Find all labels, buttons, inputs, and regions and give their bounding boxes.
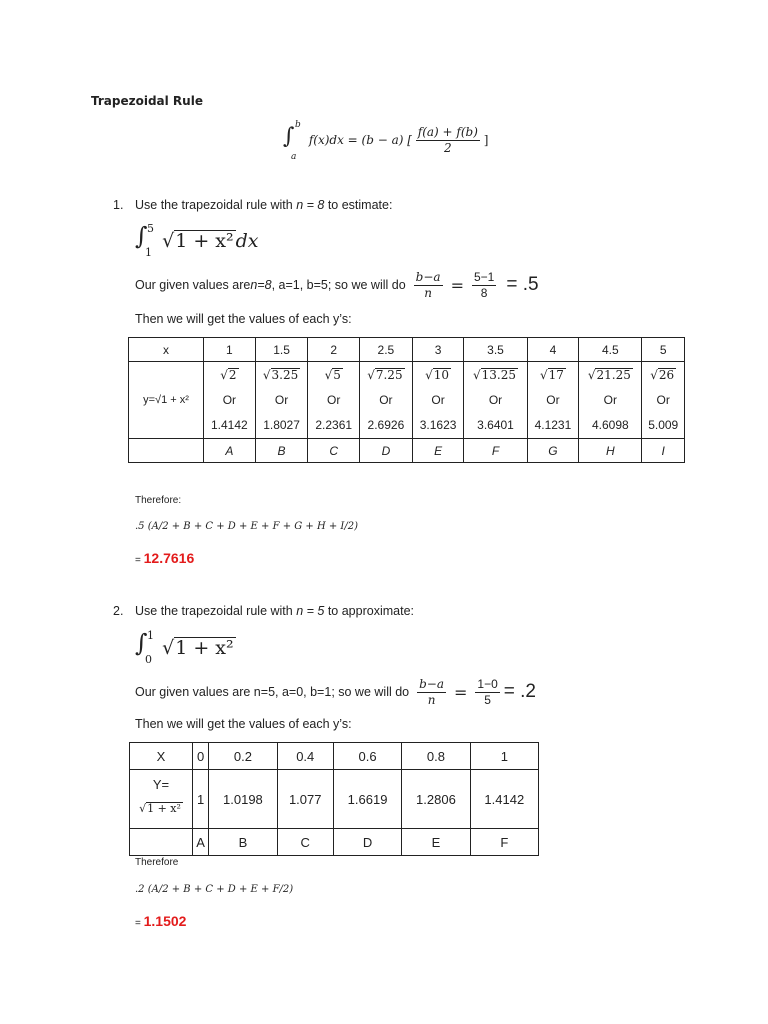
q1-answer-value: 12.7616: [143, 550, 195, 566]
q1-integral-sign: ∫: [135, 222, 148, 250]
or-label: Or: [546, 393, 560, 407]
table-cell: 0.4: [277, 743, 333, 770]
q1-therefore: Therefore:: [135, 495, 182, 506]
table-cell: I: [642, 439, 685, 463]
root-value: 17: [548, 368, 564, 382]
q2-answer: [135, 913, 186, 931]
q2-integral: ∫ 1 0 √1 + x²: [135, 629, 234, 666]
decimal-value: 3.1623: [419, 418, 457, 432]
q2-then: Then we will get the values of each y’s:: [135, 717, 352, 731]
q2-given-text: Our given values are n=5, a=0, b=1; so we will do: [135, 685, 410, 699]
q1-frac-values-num: 5−1: [473, 269, 495, 284]
q2-lower-limit: 0: [145, 653, 152, 666]
q1-given-n: n=8: [250, 278, 272, 292]
root-value: 13.25: [481, 368, 516, 382]
q2-equals: =: [454, 682, 468, 702]
q1-integral: ∫ 5 1 √1 + x² dx: [135, 222, 259, 259]
q1-given-pre: Our given values are: [135, 278, 251, 292]
table-cell: B: [209, 829, 277, 856]
table-cell: √21.25 Or 4.6098: [579, 362, 642, 439]
table-cell: 1.0198: [209, 770, 277, 829]
root-value: 21.25: [596, 368, 631, 382]
or-label: Or: [379, 393, 393, 407]
table-cell: √7.25 Or 2.6926: [360, 362, 413, 439]
q2-prompt-post: to approximate:: [324, 604, 414, 618]
root-value: 10: [433, 368, 450, 382]
root-value: 26: [658, 368, 675, 382]
table-cell: G: [527, 439, 579, 463]
or-label: Or: [274, 393, 289, 407]
q2-frac-ba: [417, 677, 446, 708]
table-cell: [129, 439, 204, 463]
table-cell: 0.6: [333, 743, 401, 770]
table-cell: 4: [527, 338, 579, 362]
formula-fraction: [416, 125, 480, 156]
q1-equals: =: [450, 275, 464, 295]
q1-step-result: = .5: [506, 274, 539, 295]
integral-sign: ∫: [283, 124, 295, 149]
q2-prompt-pre: Use the trapezoidal rule with: [135, 604, 297, 618]
q2-values-table: [129, 742, 539, 856]
q1-x-label: x: [129, 338, 204, 362]
table-cell: √10 Or 3.1623: [412, 362, 464, 439]
q2-integral-sign: ∫: [135, 629, 148, 657]
formula-close-bracket: ]: [483, 133, 489, 147]
table-cell: D: [360, 439, 413, 463]
table-cell: D: [333, 829, 401, 856]
q1-lower-limit: 1: [145, 246, 152, 259]
table-cell: 1: [204, 338, 256, 362]
q1-radicand: 1 + x²: [175, 230, 234, 252]
table-cell: 4.5: [579, 338, 642, 362]
table-cell: √2 Or 1.4142: [204, 362, 256, 439]
q2-y-label: Y= √1 + x²: [130, 770, 193, 829]
q2-therefore: Therefore: [135, 857, 179, 868]
decimal-value: 5.009: [648, 418, 679, 432]
formula-numerator: f(a) + f(b): [417, 124, 478, 139]
table-cell: 3: [412, 338, 464, 362]
or-label: Or: [488, 393, 503, 407]
formula-integrand: f(x)dx = (b − a) [: [308, 133, 412, 147]
q2-answer-value: 1.1502: [143, 913, 187, 929]
table-cell: F: [470, 829, 538, 856]
table-cell: C: [308, 439, 360, 463]
formula-denominator: 2: [444, 140, 452, 155]
root-value: 2: [228, 368, 237, 382]
table-cell: 2.5: [360, 338, 413, 362]
table-cell: √26 Or 5.009: [642, 362, 685, 439]
decimal-value: 2.6926: [367, 418, 405, 432]
decimal-value: 2.2361: [315, 418, 353, 432]
q1-prompt-pre: Use the trapezoidal rule with: [135, 198, 297, 212]
q1-dx: dx: [235, 230, 259, 252]
q1-values-table: [128, 337, 685, 463]
q1-given-post: , a=1, b=5; so we will do: [271, 278, 406, 292]
q1-answer-prefix: =: [135, 555, 144, 566]
table-cell: 1.6619: [333, 770, 401, 829]
table-cell: 1: [193, 770, 209, 829]
or-label: Or: [431, 393, 445, 407]
q2-frac-ba-den: n: [427, 692, 436, 707]
q2-frac-values-num: 1−0: [477, 676, 498, 691]
table-cell: C: [277, 829, 333, 856]
table-cell: A: [193, 829, 209, 856]
table-cell: 2: [308, 338, 360, 362]
table-cell: 1.5: [255, 338, 308, 362]
table-cell: 0: [193, 743, 209, 770]
q1-frac-ba: [414, 270, 443, 301]
q1-frac-ba-num: b−a: [415, 269, 441, 284]
root-value: 7.25: [375, 368, 403, 382]
q1-prompt-post: to estimate:: [324, 198, 393, 212]
table-cell: 1.4142: [470, 770, 538, 829]
decimal-value: 4.6098: [591, 418, 629, 432]
q1-given: [135, 265, 539, 305]
table-cell: F: [464, 439, 527, 463]
q1-answer: [135, 550, 194, 568]
q1-frac-ba-den: n: [424, 285, 432, 300]
q1-prompt: [135, 198, 392, 212]
q2-sum-expression: .2 (A/2 + B + C + D + E + F/2): [135, 884, 294, 895]
decimal-value: 1.4142: [211, 418, 248, 432]
q2-step-result: = .2: [503, 681, 537, 702]
table-cell: E: [412, 439, 464, 463]
table-cell: E: [402, 829, 470, 856]
q2-y-label-text: Y=: [152, 777, 170, 792]
q1-upper-limit: 5: [147, 222, 154, 235]
q1-number: 1.: [113, 198, 124, 212]
table-cell: A: [204, 439, 256, 463]
q2-frac-ba-num: b−a: [419, 676, 445, 691]
or-label: Or: [222, 393, 237, 407]
q2-frac-values-den: 5: [484, 692, 491, 707]
integral-upper-limit: b: [295, 120, 301, 130]
table-cell: 0.8: [402, 743, 470, 770]
page-title: Trapezoidal Rule: [91, 94, 203, 108]
q2-prompt-n: n = 5: [296, 604, 325, 618]
q2-y-root: 1 + x²: [147, 802, 181, 815]
q1-then: Then we will get the values of each y’s:: [135, 312, 352, 326]
table-cell: [130, 829, 193, 856]
q2-prompt: [135, 604, 414, 618]
table-cell: √17 Or 4.1231: [527, 362, 579, 439]
q2-radicand: 1 + x²: [175, 637, 234, 659]
table-cell: 5: [642, 338, 685, 362]
decimal-value: 1.8027: [263, 418, 300, 432]
q1-frac-values-den: 8: [480, 285, 488, 300]
or-label: Or: [656, 393, 670, 407]
or-label: Or: [327, 393, 341, 407]
q1-prompt-n: n = 8: [296, 198, 325, 212]
q2-upper-limit: 1: [147, 629, 154, 642]
root-value: 3.25: [271, 368, 299, 382]
q2-x-label: X: [130, 743, 193, 770]
q2-number: 2.: [113, 604, 124, 618]
table-cell: 0.2: [209, 743, 277, 770]
q1-frac-values: [472, 270, 496, 301]
table-cell: 3.5: [464, 338, 527, 362]
or-label: Or: [603, 393, 618, 407]
root-value: 5: [333, 368, 341, 382]
q2-frac-values: [475, 677, 499, 708]
table-cell: √5 Or 2.2361: [308, 362, 360, 439]
q1-sum-expression: .5 (A/2 + B + C + D + E + F + G + H + I/2): [135, 521, 359, 532]
table-cell: H: [579, 439, 642, 463]
decimal-value: 4.1231: [534, 418, 572, 432]
table-cell: √3.25 Or 1.8027: [255, 362, 308, 439]
integral-lower-limit: a: [291, 152, 297, 162]
q2-given: [135, 672, 536, 712]
q2-answer-prefix: =: [135, 918, 144, 929]
trapezoidal-formula: [283, 120, 489, 162]
table-cell: B: [255, 439, 308, 463]
table-cell: 1: [470, 743, 538, 770]
table-cell: 1.2806: [402, 770, 470, 829]
table-cell: 1.077: [277, 770, 333, 829]
q1-y-label: y=√1 + x²: [129, 362, 204, 439]
decimal-value: 3.6401: [477, 418, 514, 432]
table-cell: √13.25 Or 3.6401: [464, 362, 527, 439]
